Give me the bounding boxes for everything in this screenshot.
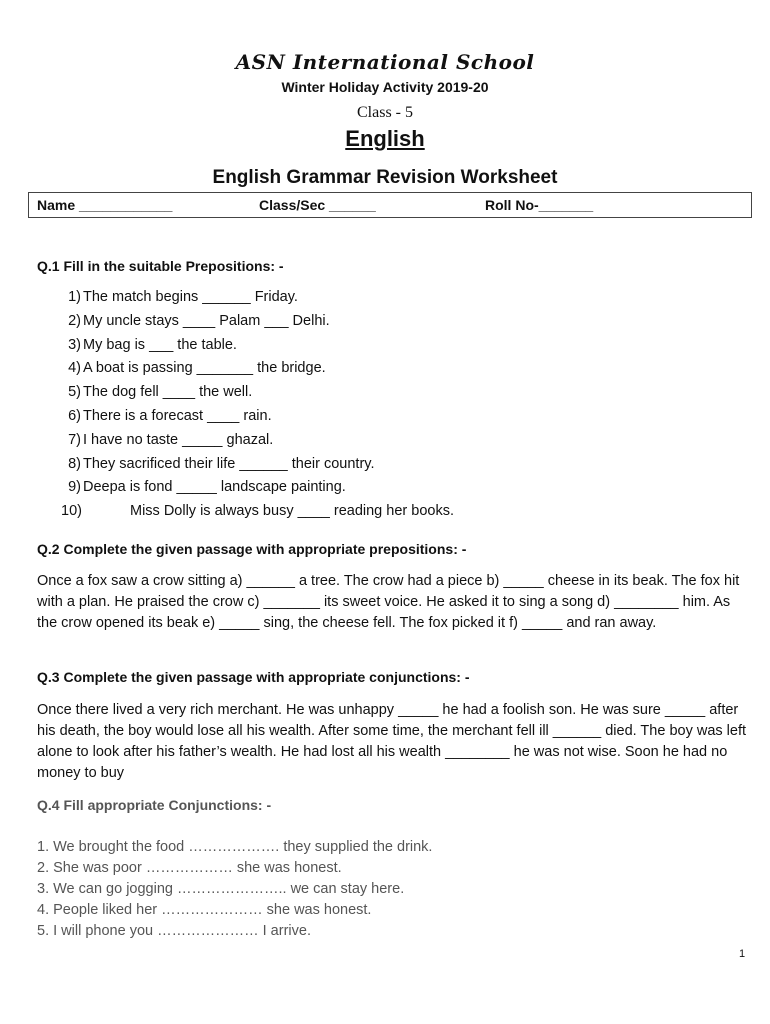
list-item: 3. We can go jogging ………………….. we can stay here.: [37, 881, 405, 897]
class-label: Class - 5: [357, 104, 413, 121]
worksheet-title: English Grammar Revision Worksheet: [212, 167, 558, 188]
activity-title: Winter Holiday Activity 2019-20: [281, 79, 489, 95]
q4-list: [37, 837, 432, 942]
page-number: 1: [739, 948, 746, 960]
q4-heading: Q.4 Fill appropriate Conjunctions: -: [37, 797, 272, 813]
roll-no-field: Roll No-_______: [485, 197, 594, 213]
list-item: 2. She was poor ……………… she was honest.: [37, 860, 342, 876]
school-name: ASN International School: [235, 50, 535, 74]
q1-heading: Q.1 Fill in the suitable Prepositions: -: [37, 258, 284, 274]
list-item: 1. We brought the food ………………. they supplied the drink.: [37, 839, 433, 855]
subject-title: English: [345, 126, 425, 151]
q2-heading: Q.2 Complete the given passage with appropriate prepositions: -: [37, 541, 467, 557]
list-item: 4. People liked her ………………… she was honest.: [37, 902, 372, 918]
student-info-box: [28, 192, 752, 218]
class-sec-field: Class/Sec ______: [259, 197, 376, 213]
name-field: Name ____________: [37, 197, 173, 213]
q3-passage: Once there lived a very rich merchant. He was unhappy _____ he had a foolish son. He was sure _____ after his death, the boy would lose all his wealth. After some time, the merchant fell ill ______ died. The boy was left alone to look after his father’s wealth. He had lost all his wealth ________ he was not wise. Soon he had no money to buy: [37, 702, 747, 781]
list-item: 5. I will phone you ………………… I arrive.: [37, 923, 311, 939]
q2-passage: Once a fox saw a crow sitting a) ______ a tree. The crow had a piece b) _____ cheese in its beak. The fox hit with a plan. He praised the crow c) _______ its sweet voice. He asked it to sing a song d) ________ him. As the crow opened its beak e) _____ sing, the cheese fell. The fox picked it f) _____ and ran away.: [37, 573, 740, 631]
q3-heading: Q.3 Complete the given passage with appropriate conjunctions: -: [37, 669, 470, 685]
